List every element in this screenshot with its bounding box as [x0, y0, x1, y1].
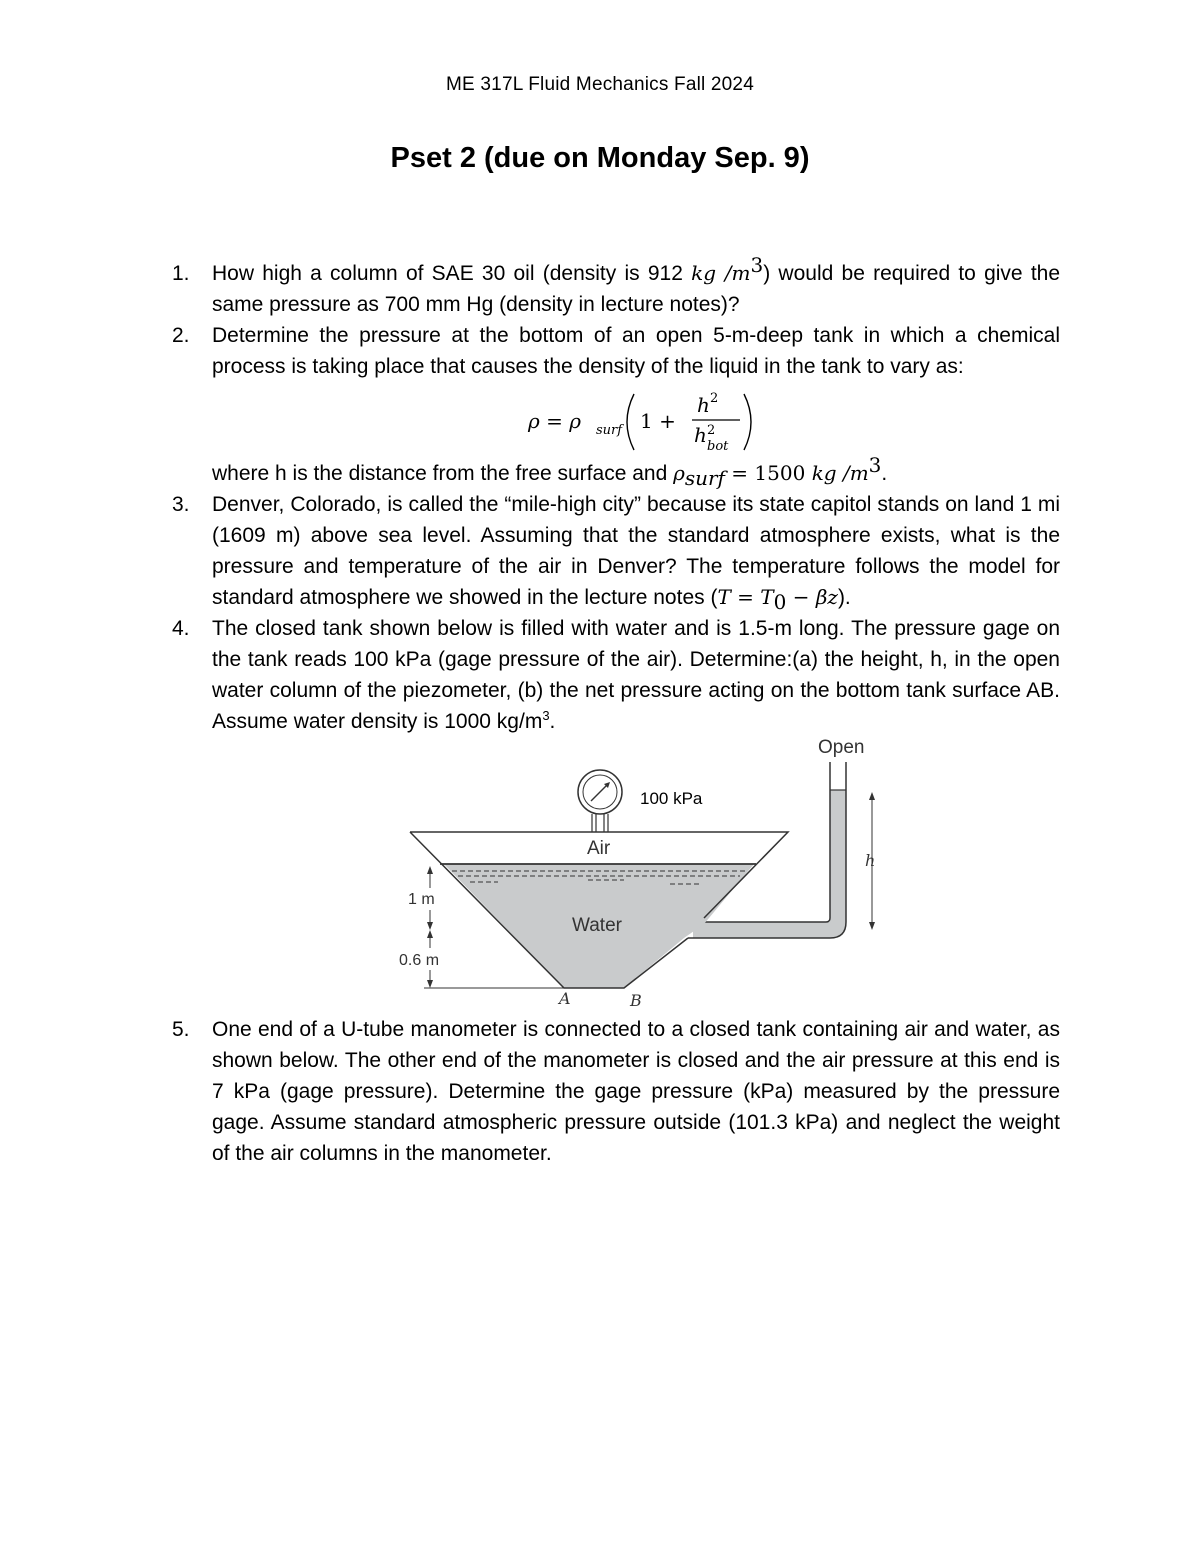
rho-sub: surf: [684, 466, 725, 491]
problem-text: Determine the pressure at the bottom of an open 5-m-deep tank in which a chemical process is taking place that causes the density of the liquid in the tank to vary as:: [212, 324, 1060, 378]
problem-5: [172, 1014, 1060, 1169]
problem-number: 2.: [172, 324, 190, 347]
problem-text-cont: ) would be required to give the same pressure as 700 mm Hg (density in lecture notes)?: [212, 262, 1061, 316]
problem-text: How high a column of SAE 30 oil (density is 912: [212, 262, 692, 285]
eq-numerator: h: [697, 393, 710, 417]
gage-stem: [592, 814, 608, 832]
eq-one-plus: 1 +: [640, 409, 676, 433]
problem-list: [172, 253, 1061, 737]
problem-text-cont: ).: [837, 586, 851, 609]
eq-denominator-exp: 2: [707, 423, 716, 438]
problem-3: [172, 489, 1060, 615]
dim-06m-arrow-top: [427, 930, 433, 938]
course-header: ME 317L Fluid Mechanics Fall 2024: [446, 74, 754, 95]
problem-1: [172, 253, 1061, 320]
eq-lhs: ρ = ρ: [528, 409, 581, 433]
eq-numerator-exp: 2: [710, 391, 719, 406]
period: .: [881, 462, 888, 485]
formula-sub: 0: [773, 590, 787, 615]
tank-figure: [388, 728, 888, 1012]
rho-unit: kg /m: [811, 461, 869, 485]
problem-text-cont: .: [549, 710, 556, 733]
problem-number: 5.: [172, 1018, 190, 1041]
problem-text: Denver, Colorado, is called the “mile-high city” because its state capitol stands on land 1 mi (1609 m) above sea level. Assuming that the standard atmosphere exists, what is the pressure and temperature of the air in Denver? The temperature follows the model for standard atmosphere we showed in the lecture notes (: [212, 493, 1060, 609]
problem-number: 4.: [172, 617, 190, 640]
problem-2: [172, 320, 1060, 491]
dim-06m-arrow-bottom: [427, 980, 433, 988]
problem-number: 1.: [172, 262, 190, 285]
density-equation: [212, 382, 1060, 458]
point-a-label: A: [559, 989, 571, 1008]
h-arrow-bottom: [869, 922, 875, 930]
formula-tail: − βz: [786, 585, 838, 609]
water-label: Water: [572, 915, 622, 936]
problem-text: One end of a U-tube manometer is connected to a closed tank containing air and water, as shown below. The other end of the manometer is closed and the air pressure at this end is 7 kPa (gage pressure). Determine the gage pressure (kPa) measured by the pressure gage. Assume standard atmospheric pressure outside (101.3 kPa) and neglect the weight of the air columns in the manometer.: [212, 1018, 1060, 1165]
dim-1m-arrow-bottom: [427, 922, 433, 930]
tube-bottom-inner: [704, 918, 830, 922]
density-unit: kg /m: [691, 261, 751, 285]
problem-text-cont: where h is the distance from the free surface and: [212, 462, 674, 485]
problem-4: [172, 613, 1060, 737]
eq-lhs-sub: surf: [596, 423, 623, 438]
left-paren: [627, 394, 634, 450]
dim-06m-label: 0.6 m: [399, 952, 440, 969]
exponent: 3: [542, 708, 550, 723]
dim-1m-label: 1 m: [408, 891, 435, 908]
eq-denominator-sub: bot: [707, 439, 729, 454]
problem-text: The closed tank shown below is filled with water and is 1.5-m long. The pressure gage on the tank reads 100 kPa (gage pressure of the air). Determine:(a) the height, h, in the open water column of the piezometer, (b) the net pressure acting on the bottom tank surface AB. Assume water density is 1000 kg/m: [212, 617, 1060, 733]
pressure-label: 100 kPa: [640, 789, 703, 808]
point-b-label: B: [630, 991, 642, 1010]
eq-denominator: h: [694, 423, 707, 447]
page-title: Pset 2 (due on Monday Sep. 9): [390, 142, 810, 174]
rho-unit-exp: 3: [868, 453, 882, 477]
rho-value: = 1500: [724, 461, 812, 485]
problem-number: 3.: [172, 493, 190, 516]
unit-exponent: 3: [750, 253, 764, 277]
air-label: Air: [587, 838, 611, 859]
equation-graphic: [512, 382, 772, 458]
h-label: h: [865, 851, 876, 870]
right-paren: [744, 394, 751, 450]
dim-1m-arrow-top: [427, 866, 433, 874]
rho-symbol: ρ: [673, 461, 685, 485]
temperature-formula: T = T: [717, 585, 774, 609]
h-arrow-top: [869, 792, 875, 800]
open-label: Open: [818, 737, 865, 758]
